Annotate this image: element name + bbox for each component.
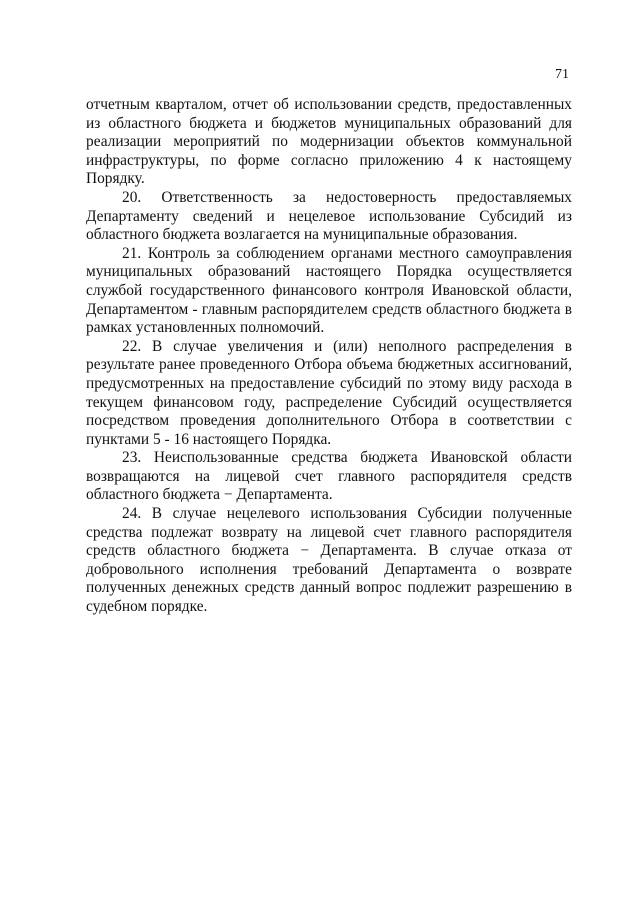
paragraph-24: 24. В случае нецелевого использования Субсидии полученные средства подлежат возврату на лицевой счет главного распорядителя средств областного бюджета − Департамента. В случае отказа от добровольного исполнения требований Департамента о возврате полученных денежных средств данный вопрос подлежит разрешению в судебном порядке. [86,505,572,616]
paragraph-20: 20. Ответственность за недостоверность предоставляемых Департаменту сведений и нецелевое использование Субсидий из областного бюджета возлагается на муниципальные образования. [86,188,572,244]
paragraph-21: 21. Контроль за соблюдением органами местного самоуправления муниципальных образований настоящего Порядка осуществляется службой государственного финансового контроля Ивановской области, Департаментом - главным распорядителем средств областного бюджета в рамках установленных полномочий. [86,244,572,337]
paragraph-22: 22. В случае увеличения и (или) неполного распределения в результате ранее проведенного Отбора объема бюджетных ассигнований, предусмотренных на предоставление субсидий по этому виду расхода в текущем финансовом году, распределение Субсидий осуществляется посредством проведения дополнительного Отбора в соответствии с пунктами 5 - 16 настоящего Порядка. [86,337,572,448]
paragraph-23: 23. Неиспользованные средства бюджета Ивановской области возвращаются на лицевой счет главного распорядителя средств областного бюджета − Департамента. [86,449,572,504]
document-body [86,96,572,617]
page-number: 71 [555,67,569,82]
paragraph-continuation: отчетным кварталом, отчет об использовании средств, предоставленных из областного бюджета и бюджетов муниципальных образований для реализации мероприятий по модернизации объектов коммунальной инфраструктуры, по форме согласно приложению 4 к настоящему Порядку. [86,96,572,188]
